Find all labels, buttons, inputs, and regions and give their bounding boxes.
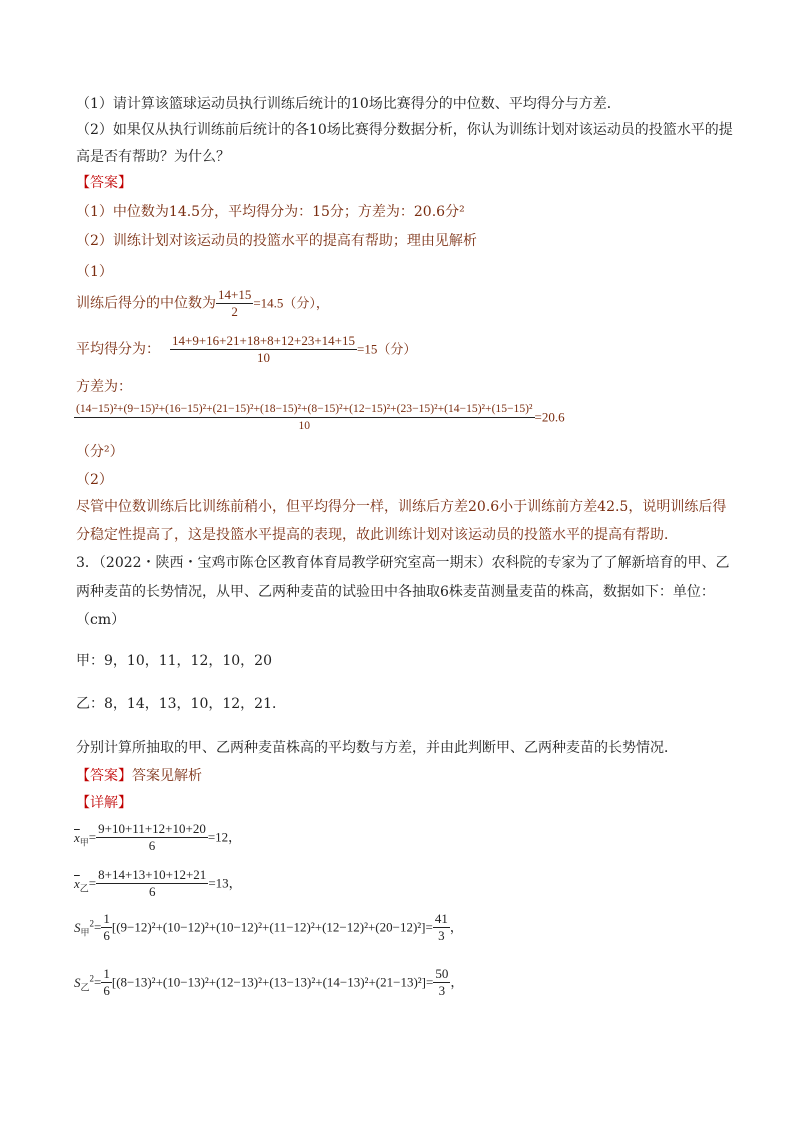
variance-yi-body: [(8−13)²+(10−13)²+(12−13)²+(13−13)²+(14−13)²+(21−13)²] (111, 974, 426, 990)
answer-part2: （2）训练计划对该运动员的投篮水平的提高有帮助；理由见解析 (76, 233, 477, 249)
answer-tag: 【答案】 (76, 175, 132, 191)
mean-result: =15（分） (356, 341, 417, 357)
mean-numerator: 14+9+16+21+18+8+12+23+14+15 (172, 333, 355, 348)
mean-yi-denominator: 6 (148, 884, 156, 899)
variance-jia-coefficient: $\frac{1}{6}$ (103, 911, 110, 943)
conclusion-line1: 尽管中位数训练后比训练前稍小，但平均得分一样，训练后方差20.6小于训练前方差42.5，说明训练后得 (76, 499, 727, 515)
median-formula (76, 287, 329, 320)
mean-jia-result: =12， (207, 829, 242, 845)
question3-task: 分别计算所抽取的甲、乙两种麦苗株高的平均数与方差，并由此判断甲、乙两种麦苗的长势情况． (76, 740, 678, 756)
data-jia: 甲：9，10，11，12，10，20 (76, 653, 272, 669)
solution-part1-label: （1） (76, 264, 113, 280)
answer-tag2: 【答案】 (76, 768, 132, 784)
variance-fraction (74, 401, 535, 434)
question-part2-line2: 高是否有帮助？为什么？ (76, 149, 230, 165)
mean-jia-formula: $\overline{x}_甲=$ $\frac{9+10+11+12+10+20}{6}$ =12， (74, 821, 242, 853)
detail-tag: 【详解】 (76, 795, 132, 811)
median-denominator: 2 (231, 304, 238, 319)
question-part2-line1: （2）如果仅从执行训练前后统计的各10场比赛得分数据分析，你认为训练计划对该运动员的投篮水平的提 (76, 122, 733, 138)
mean-jia-symbol: $\overline{x}_甲$ (74, 829, 89, 848)
variance-jia-body: [(9−12)²+(10−12)²+(10−12)²+(11−12)²+(12−12)²+(20−12)²] (111, 919, 426, 935)
median-numerator: 14+15 (218, 287, 252, 302)
mean-jia-numerator: 9+10+11+12+10+20 (98, 821, 206, 836)
mean-jia-fraction (96, 821, 208, 854)
question3-unit: （cm） (76, 612, 126, 628)
conclusion-line2: 分稳定性提高了，这是投篮水平提高的表现，故此训练计划对该运动员的投篮水平的提高有帮助． (76, 527, 678, 543)
answer-line (76, 766, 202, 786)
variance-yi-result: $\frac{50}{3}$ (435, 966, 449, 998)
median-prefix: 训练后得分的中位数为 (76, 295, 216, 312)
data-yi: 乙：8，14，13，10，12，21． (76, 696, 286, 712)
variance-result: =20.6 (534, 409, 565, 425)
question3-line2: 两种麦苗的长势情况，从甲、乙两种麦苗的试验田中各抽取6株麦苗测量麦苗的株高，数据如下：单位： (76, 584, 715, 600)
variance-jia-result: $\frac{41}{3}$ (434, 911, 448, 943)
mean-denominator: 10 (256, 350, 270, 365)
mean-formula (76, 333, 416, 366)
median-result: =14.5（分）， (253, 295, 329, 311)
question-part1: （1）请计算该篮球运动员执行训练后统计的10场比赛得分的中位数、平均得分与方差． (76, 96, 621, 112)
question3-line1: 3．（2022・陕西・宝鸡市陈仓区教育体育局教学研究室高一期末）农科院的专家为了了解新培育的甲、乙 (76, 555, 730, 571)
mean-yi-fraction (96, 867, 208, 900)
mean-jia-denominator: 6 (148, 838, 156, 853)
mean-fraction (170, 333, 357, 366)
answer-see: 答案见解析 (132, 768, 202, 784)
median-fraction (216, 287, 253, 320)
solution-part2-label: （2） (76, 472, 113, 488)
answer-part1: （1）中位数为14.5分，平均得分为：15分；方差为：20.6分² (76, 204, 465, 220)
variance-formula (74, 401, 565, 434)
variance-unit: （分²） (76, 444, 124, 460)
variance-yi-symbol: $S_乙^2$ (74, 973, 95, 993)
variance-yi-coefficient: $\frac{1}{6}$ (103, 966, 110, 998)
mean-yi-symbol: $\overline{x}_乙$ (74, 875, 89, 894)
mean-prefix: 平均得分为： (76, 341, 160, 358)
mean-yi-numerator: 8+14+13+10+12+21 (98, 867, 207, 882)
variance-jia-symbol: $S_甲^2$ (74, 918, 95, 938)
variance-jia-formula: $S_甲^2=$ $\frac{1}{6}$ [(9−12)²+(10−12)²+(10−12)²+(11−12)²+(12−12)²+(20−12)²]= $\frac{41}{3}$ ， (74, 911, 463, 943)
variance-numerator: (14−15)²+(9−15)²+(16−15)²+(21−15)²+(18−15)²+(8−15)²+(12−15)²+(23−15)²+(14−15)²+(15−15)² (74, 401, 535, 418)
variance-yi-formula: $S_乙^2=$ $\frac{1}{6}$ [(8−13)²+(10−13)²+(12−13)²+(13−13)²+(14−13)²+(21−13)²]= $\frac{50}{3}$ ， (74, 966, 464, 998)
variance-prefix: 方差为： (76, 379, 132, 395)
variance-denominator: 10 (298, 419, 311, 432)
mean-yi-formula: $\overline{x}_乙=$ $\frac{8+14+13+10+12+21}{6}$ =13， (74, 867, 242, 899)
mean-yi-result: =13， (208, 875, 242, 891)
